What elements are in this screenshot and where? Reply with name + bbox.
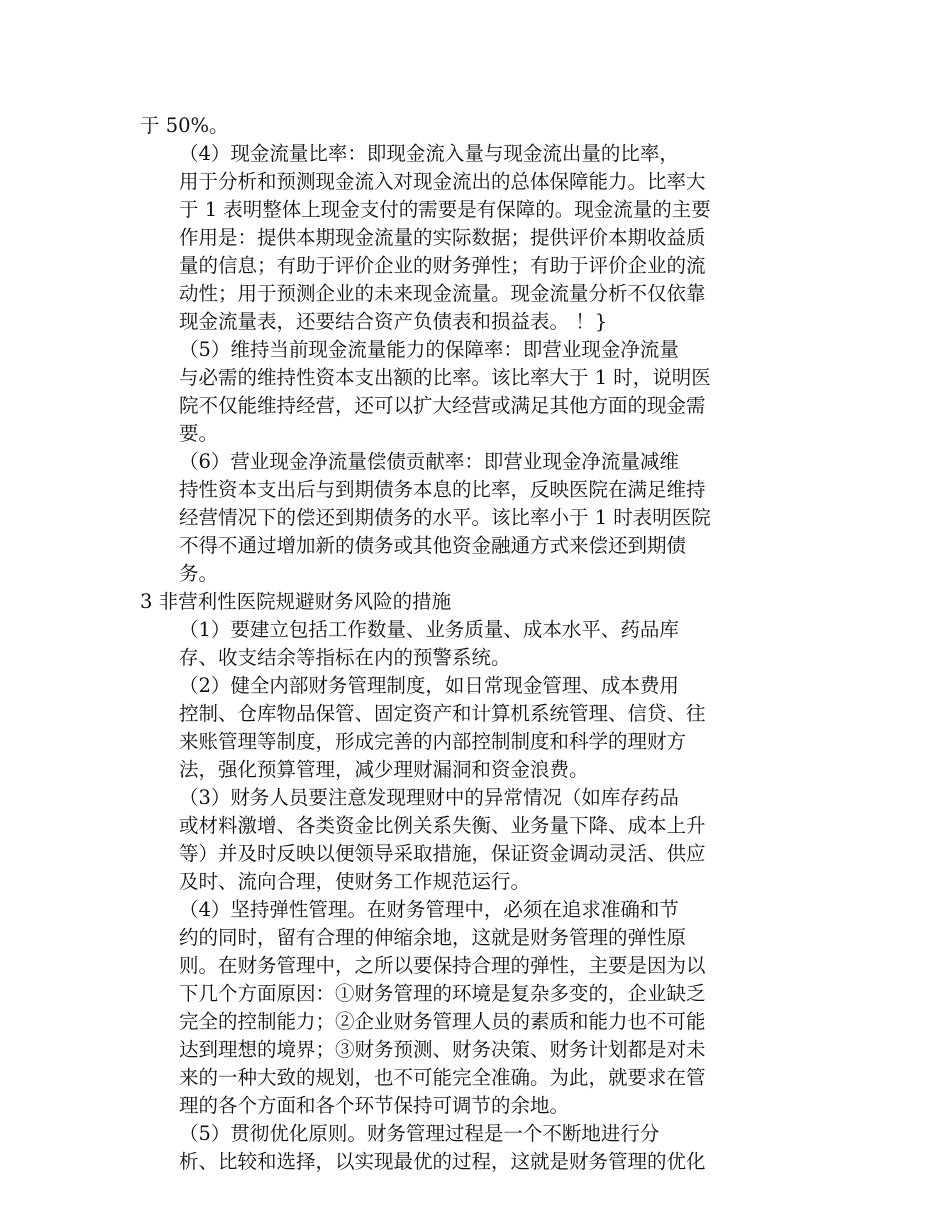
text-line: 控制、仓库物品保管、固定资产和计算机系统管理、信贷、往 bbox=[179, 702, 706, 725]
text-line: （4）坚持弹性管理。在财务管理中，必须在追求准确和节 bbox=[179, 898, 679, 921]
text-line: 达到理想的境界；③财务预测、财务决策、财务计划都是对未 bbox=[179, 1038, 706, 1061]
text-line: 及时、流向合理，使财务工作规范运行。 bbox=[179, 870, 531, 893]
paragraph bbox=[140, 896, 730, 1120]
text-line: （6）营业现金净流量偿债贡献率：即营业现金净流量减维 bbox=[179, 450, 679, 473]
text-line: 或材料激增、各类资金比例关系失衡、业务量下降、成本上升 bbox=[179, 814, 706, 837]
text-line: 则。在财务管理中，之所以要保持合理的弹性，主要是因为以 bbox=[179, 954, 706, 977]
text-line: 析、比较和选择，以实现最优的过程，这就是财务管理的优化 bbox=[179, 1150, 706, 1173]
text-line: 动性；用于预测企业的未来现金流量。现金流量分析不仅依靠 bbox=[179, 282, 706, 305]
paragraph bbox=[140, 672, 730, 784]
section-heading bbox=[140, 588, 730, 616]
text-line: 等）并及时反映以便领导采取措施，保证资金调动灵活、供应 bbox=[179, 842, 706, 865]
text-line: 经营情况下的偿还到期债务的水平。该比率小于 1 时表明医院 bbox=[179, 506, 711, 529]
text-line: 现金流量表，还要结合资产负债表和损益表。 ！} bbox=[179, 310, 608, 333]
text-line: 理的各个方面和各个环节保持可调节的余地。 bbox=[179, 1094, 570, 1117]
text-line: 下几个方面原因：①财务管理的环境是复杂多变的，企业缺乏 bbox=[179, 982, 706, 1005]
text-line: 于 1 表明整体上现金支付的需要是有保障的。现金流量的主要 bbox=[179, 198, 711, 221]
text-line: 与必需的维持性资本支出额的比率。该比率大于 1 时，说明医 bbox=[179, 366, 711, 389]
paragraph bbox=[140, 1120, 730, 1176]
text-line: （5）贯彻优化原则。财务管理过程是一个不断地进行分 bbox=[179, 1122, 660, 1145]
text-line: 完全的控制能力；②企业财务管理人员的素质和能力也不可能 bbox=[179, 1010, 706, 1033]
text-line: 量的信息；有助于评价企业的财务弹性；有助于评价企业的流 bbox=[179, 254, 706, 277]
text-line: 3 非营利性医院规避财务风险的措施 bbox=[140, 590, 452, 613]
text-line: 于 50%。 bbox=[140, 114, 229, 137]
document-page bbox=[140, 112, 730, 1176]
paragraph bbox=[140, 784, 730, 896]
text-line: 法，强化预算管理，减少理财漏洞和资金浪费。 bbox=[179, 758, 589, 781]
paragraph bbox=[140, 112, 730, 140]
text-line: 来的一种大致的规划，也不可能完全准确。为此，就要求在管 bbox=[179, 1066, 706, 1089]
text-line: （4）现金流量比率：即现金流入量与现金流出量的比率， bbox=[179, 142, 679, 165]
paragraph bbox=[140, 140, 730, 336]
text-line: （5）维持当前现金流量能力的保障率：即营业现金净流量 bbox=[179, 338, 679, 361]
text-line: 作用是：提供本期现金流量的实际数据；提供评价本期收益质 bbox=[179, 226, 706, 249]
text-line: 不得不通过增加新的债务或其他资金融通方式来偿还到期债 bbox=[179, 534, 687, 557]
text-line: 要。 bbox=[179, 422, 219, 445]
text-line: 来账管理等制度，形成完善的内部控制制度和科学的理财方 bbox=[179, 730, 687, 753]
text-line: 存、收支结余等指标在内的预警系统。 bbox=[179, 646, 511, 669]
paragraph bbox=[140, 448, 730, 588]
text-line: 务。 bbox=[179, 562, 219, 585]
text-line: （2）健全内部财务管理制度，如日常现金管理、成本费用 bbox=[179, 674, 679, 697]
text-line: （1）要建立包括工作数量、业务质量、成本水平、药品库 bbox=[179, 618, 679, 641]
text-line: 院不仅能维持经营，还可以扩大经营或满足其他方面的现金需 bbox=[179, 394, 706, 417]
text-line: 约的同时，留有合理的伸缩余地，这就是财务管理的弹性原 bbox=[179, 926, 687, 949]
text-line: 用于分析和预测现金流入对现金流出的总体保障能力。比率大 bbox=[179, 170, 706, 193]
text-line: 持性资本支出后与到期债务本息的比率，反映医院在满足维持 bbox=[179, 478, 706, 501]
paragraph bbox=[140, 616, 730, 672]
text-line: （3）财务人员要注意发现理财中的异常情况（如库存药品 bbox=[179, 786, 679, 809]
paragraph bbox=[140, 336, 730, 448]
